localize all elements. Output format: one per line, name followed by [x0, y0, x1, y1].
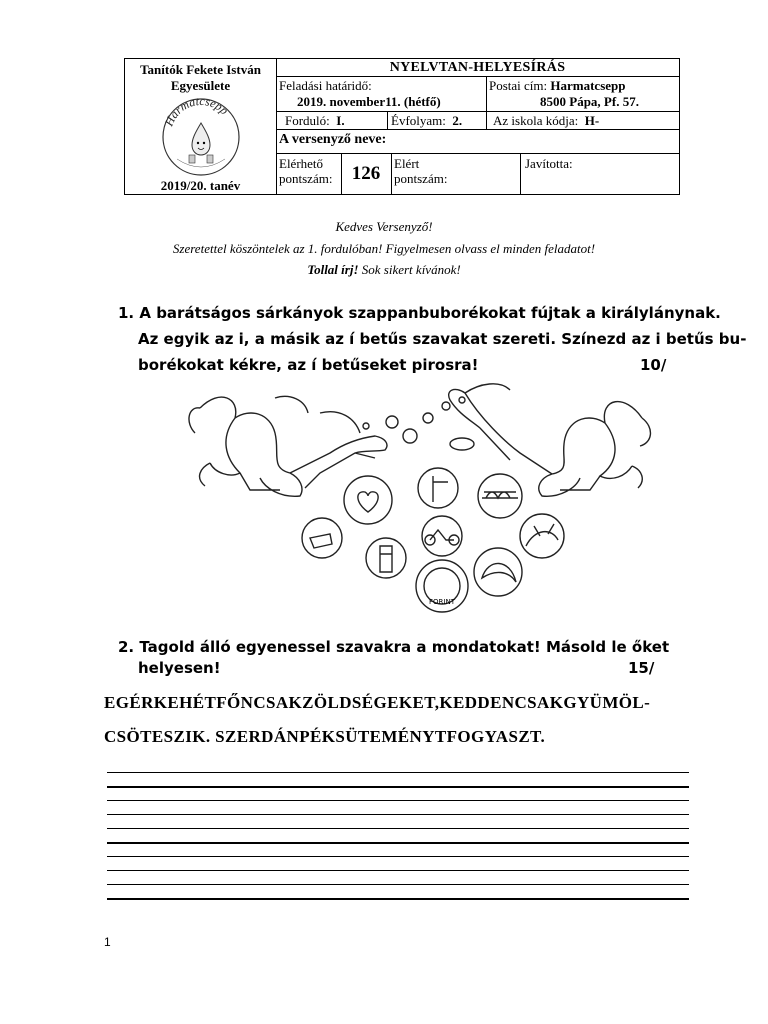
writing-line[interactable] — [107, 814, 689, 815]
heart-icon — [358, 492, 378, 512]
page-number: 1 — [104, 935, 111, 949]
task2-points: 15/ — [628, 659, 655, 677]
coin-label: FORINT — [429, 598, 455, 606]
contestant-name-label: A versenyző neve: — [279, 132, 387, 147]
round-label: Forduló: I. — [285, 113, 345, 128]
dragons-bubbles-illustration — [180, 378, 660, 620]
writing-line[interactable] — [107, 898, 689, 900]
grade-label: Évfolyam: 2. — [391, 113, 463, 128]
achieved-points-label: Elért pontszám: — [394, 156, 448, 186]
postal-address: 8500 Pápa, Pf. 57. — [540, 94, 639, 109]
task2-line1: 2. Tagold álló egyenessel szavakra a mondatokat! Másold le őket — [118, 638, 670, 656]
whistle-icon — [310, 534, 332, 548]
school-code-label: Az iskola kódja: H- — [493, 113, 600, 128]
corrected-by-label: Javította: — [525, 156, 573, 171]
max-points-value: 126 — [351, 163, 381, 184]
svg-text:Harmatcsepp: Harmatcsepp — [161, 97, 232, 129]
task1-line2: Az egyik az i, a másik az í betűs szavakat szereti. Színezd az i betűs bu- — [138, 330, 747, 348]
subject-title: NYELVTAN-HELYESÍRÁS — [389, 60, 566, 75]
right-dragon-icon — [449, 384, 642, 496]
task2-text-line1: EGÉRKEHÉTFŐNCSAKZÖLDSÉGEKET,KEDDENCSAKGYÜMÖL- — [104, 693, 651, 712]
door-handle-icon — [433, 476, 448, 502]
writing-line[interactable] — [107, 786, 689, 788]
writing-line[interactable] — [107, 884, 689, 885]
deadline-label: Feladási határidő: — [279, 78, 372, 93]
task2-text-line2: CSÖTESZIK. SZERDÁNPÉKSÜTEMÉNYTFOGYASZT. — [104, 727, 546, 746]
milk-icon — [380, 546, 392, 572]
writing-line[interactable] — [107, 828, 689, 829]
header-table — [124, 58, 680, 195]
org-name-line2: Egyesülete — [170, 78, 231, 93]
task1-line1: 1. A barátságos sárkányok szappanbuborékokat fújtak a királylánynak. — [118, 304, 721, 322]
task2-line2: helyesen! — [138, 659, 221, 677]
croissant-icon — [482, 563, 516, 582]
left-dragon-icon — [200, 397, 387, 496]
deadline-value: 2019. november11. (hétfő) — [297, 94, 441, 109]
writing-line[interactable] — [107, 856, 689, 857]
max-points-label: Elérhető pontszám: — [279, 156, 333, 186]
intro-advice: Tollal írj! Sok sikert kívánok! — [307, 262, 461, 277]
greeting: Kedves Versenyző! — [335, 219, 433, 234]
lizard-icon — [526, 524, 558, 546]
postal-label: Postai cím: Harmatcsepp — [489, 78, 626, 93]
writing-line[interactable] — [107, 842, 689, 844]
writing-line[interactable] — [107, 870, 689, 871]
task1-line3: borékokat kékre, az í betűseket pirosra! — [138, 356, 479, 374]
writing-line[interactable] — [107, 800, 689, 801]
task1-points: 10/ — [640, 356, 667, 374]
school-year: 2019/20. tanév — [160, 178, 241, 193]
bridge-icon — [482, 492, 518, 498]
intro-text: Szeretettel köszöntelek az 1. fordulóban! Figyelmesen olvass el minden feladatot! — [172, 241, 596, 256]
harmatcsepp-logo — [159, 97, 243, 177]
writing-line[interactable] — [107, 772, 689, 773]
bicycle-icon — [425, 530, 459, 545]
org-name-line1: Tanítók Fekete István — [140, 62, 261, 77]
